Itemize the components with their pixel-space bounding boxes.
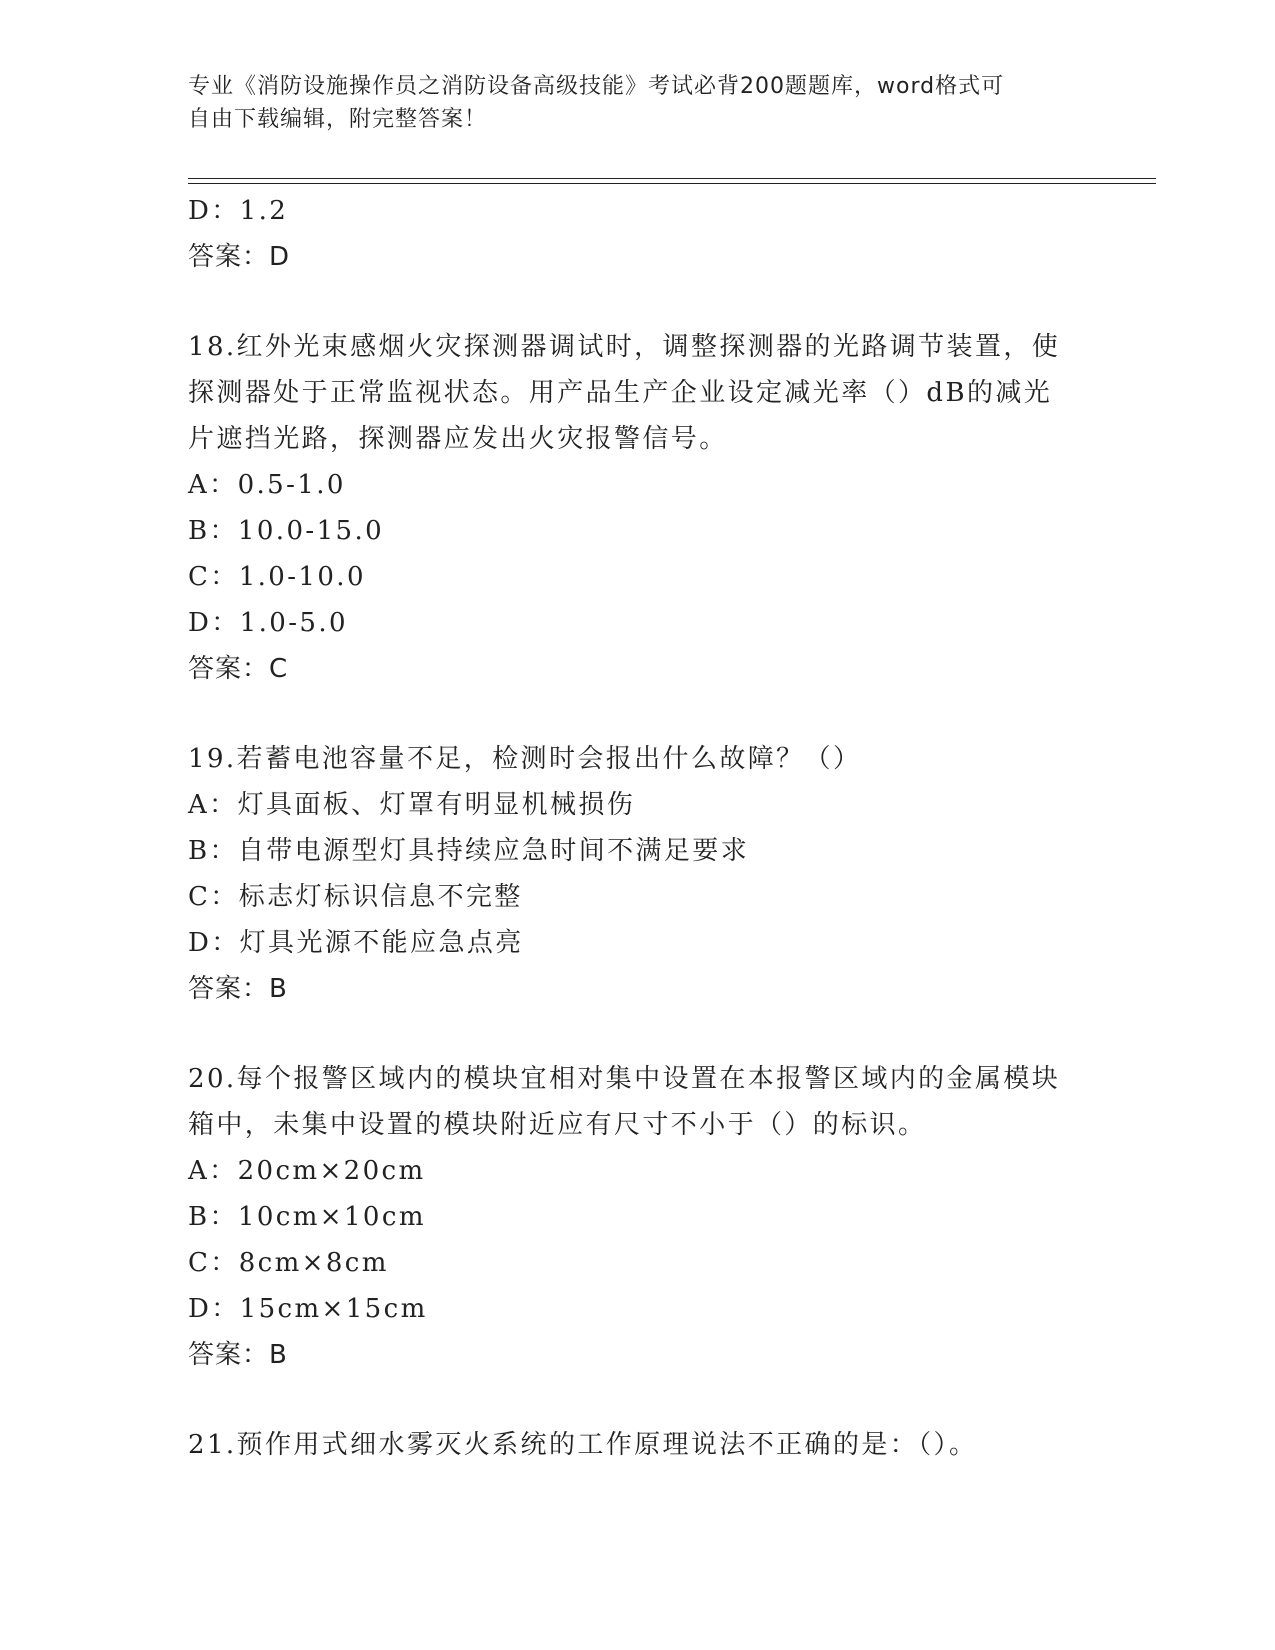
question-stem-line: 20.每个报警区域内的模块宜相对集中设置在本报警区域内的金属模块	[188, 1064, 1061, 1094]
question-19	[188, 736, 1088, 1012]
question-20	[188, 1056, 1088, 1378]
question-stem-line: 21.预作用式细水雾灭火系统的工作原理说法不正确的是：（）。	[188, 1430, 978, 1460]
answer-previous: 答案：D	[188, 242, 291, 272]
question-18	[188, 324, 1088, 692]
option-b: B：10cm×10cm	[188, 1202, 426, 1232]
option-b: B：10.0-15.0	[188, 516, 385, 546]
question-stem-line: 19.若蓄电池容量不足，检测时会报出什么故障？（）	[188, 744, 862, 774]
question-stem-line: 箱中，未集中设置的模块附近应有尺寸不小于（）的标识。	[188, 1110, 927, 1140]
header-divider	[188, 178, 1156, 184]
answer: 答案：B	[188, 974, 288, 1004]
option-c: C：1.0-10.0	[188, 562, 366, 592]
option-a: A：20cm×20cm	[188, 1156, 426, 1186]
header-line-2: 自由下载编辑，附完整答案！	[188, 107, 488, 132]
option-d: D：1.0-5.0	[188, 608, 348, 638]
header-line-1: 专业《消防设施操作员之消防设备高级技能》考试必背200题题库，word格式可	[188, 74, 1005, 99]
question-stem-line: 探测器处于正常监视状态。用产品生产企业设定减光率（）dB的减光	[188, 378, 1053, 408]
question-21	[188, 1422, 1088, 1468]
document-body	[188, 188, 1088, 1468]
option-b: B：自带电源型灯具持续应急时间不满足要求	[188, 836, 750, 866]
option-c: C：标志灯标识信息不完整	[188, 882, 523, 912]
option-d: D：15cm×15cm	[188, 1294, 428, 1324]
question-stem-line: 18.红外光束感烟火灾探测器调试时，调整探测器的光路调节装置，使	[188, 332, 1061, 362]
answer: 答案：C	[188, 654, 289, 684]
option-d: D：灯具光源不能应急点亮	[188, 928, 524, 958]
option-d-previous: D：1.2	[188, 196, 289, 226]
option-c: C：8cm×8cm	[188, 1248, 389, 1278]
option-a: A：0.5-1.0	[188, 470, 346, 500]
option-a: A：灯具面板、灯罩有明显机械损伤	[188, 790, 636, 820]
document-header	[188, 70, 1088, 136]
answer: 答案：B	[188, 1340, 288, 1370]
question-stem-line: 片遮挡光路，探测器应发出火灾报警信号。	[188, 424, 728, 454]
